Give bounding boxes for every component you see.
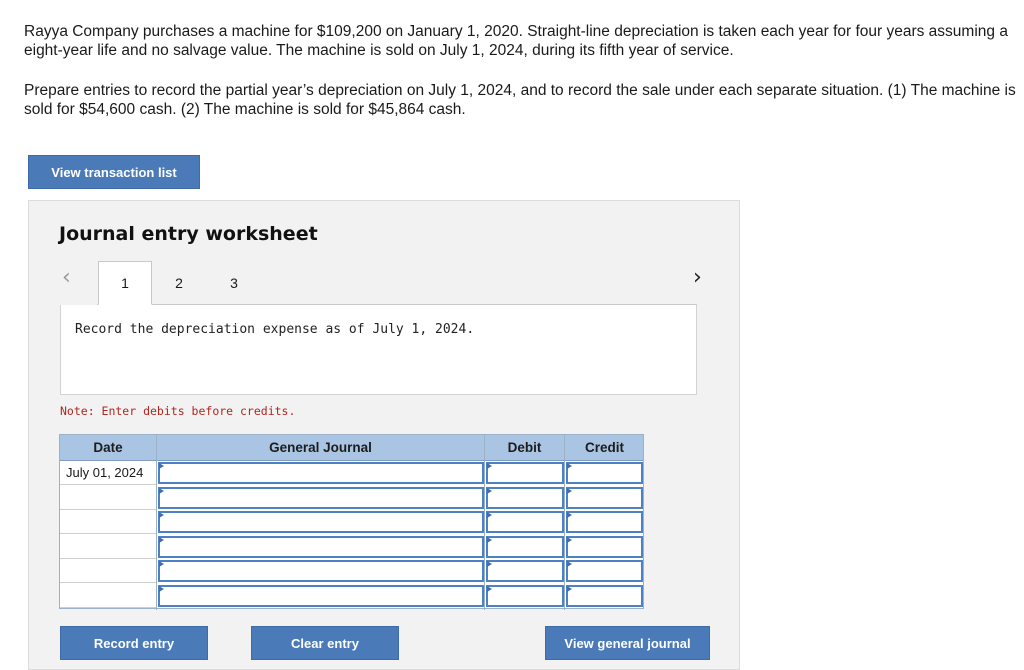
dropdown-indicator-icon <box>159 561 164 567</box>
dropdown-indicator-icon <box>567 561 572 567</box>
dropdown-indicator-icon <box>159 488 164 494</box>
dropdown-indicator-icon <box>159 512 164 518</box>
dropdown-indicator-icon <box>567 512 572 518</box>
column-divider <box>484 435 485 610</box>
journal-entry-worksheet-panel <box>28 200 740 670</box>
column-divider <box>156 435 157 610</box>
header-date: Date <box>93 440 123 455</box>
debit-credit-note: Note: Enter debits before credits. <box>60 404 296 418</box>
clear-entry-button[interactable]: Clear entry <box>251 626 399 660</box>
instruction-text: Record the depreciation expense as of July 1, 2024. <box>75 322 475 337</box>
debit-input[interactable] <box>486 585 564 607</box>
dropdown-indicator-icon <box>567 586 572 592</box>
dropdown-indicator-icon <box>487 561 492 567</box>
dropdown-indicator-icon <box>487 463 492 469</box>
credit-input[interactable] <box>566 585 643 607</box>
dropdown-indicator-icon <box>487 512 492 518</box>
dropdown-indicator-icon <box>159 463 164 469</box>
dropdown-indicator-icon <box>487 488 492 494</box>
dropdown-indicator-icon <box>487 537 492 543</box>
account-input[interactable] <box>158 462 484 484</box>
chevron-right-icon[interactable]: › <box>693 265 702 290</box>
problem-paragraph-1: Rayya Company purchases a machine for $109,200 on January 1, 2020. Straight-line depreciation is taken each year for four years assuming a eight-year life and no salvage value. The machine is sold on July 1, 2024, during its fifth year of service. <box>24 23 1008 59</box>
account-input[interactable] <box>158 487 484 509</box>
account-input[interactable] <box>158 536 484 558</box>
dropdown-indicator-icon <box>567 537 572 543</box>
debit-input[interactable] <box>486 511 564 533</box>
instruction-box <box>60 305 697 395</box>
column-divider <box>564 435 565 610</box>
account-input[interactable] <box>158 511 484 533</box>
date-cell <box>60 535 156 559</box>
account-input[interactable] <box>158 585 484 607</box>
date-cell: July 01, 2024 <box>60 461 156 485</box>
header-debit: Debit <box>507 440 542 455</box>
credit-input[interactable] <box>566 560 643 582</box>
credit-input[interactable] <box>566 462 643 484</box>
dropdown-indicator-icon <box>159 537 164 543</box>
dropdown-indicator-icon <box>567 463 572 469</box>
credit-input[interactable] <box>566 511 643 533</box>
debit-input[interactable] <box>486 560 564 582</box>
view-transaction-list-button[interactable]: View transaction list <box>28 155 200 189</box>
journal-table-header <box>60 435 643 461</box>
journal-table <box>59 434 644 609</box>
date-cell <box>60 486 156 510</box>
date-cell <box>60 559 156 583</box>
chevron-left-icon[interactable]: ‹ <box>62 265 71 290</box>
credit-input[interactable] <box>566 536 643 558</box>
problem-paragraph-2: Prepare entries to record the partial year’s depreciation on July 1, 2024, and to record the sale under each separate situation. (1) The machine is sold for $54,600 cash. (2) The machine is sold for $45,864 cash. <box>24 82 1016 118</box>
header-general-journal: General Journal <box>269 440 372 455</box>
worksheet-title: Journal entry worksheet <box>59 223 318 245</box>
dropdown-indicator-icon <box>487 586 492 592</box>
tab-3[interactable]: 3 <box>230 274 238 291</box>
date-cell <box>60 584 156 608</box>
tab-1[interactable]: 1 <box>98 261 152 305</box>
date-cell <box>60 510 156 534</box>
header-credit: Credit <box>584 440 624 455</box>
record-entry-button[interactable]: Record entry <box>60 626 208 660</box>
debit-input[interactable] <box>486 487 564 509</box>
debit-input[interactable] <box>486 462 564 484</box>
tab-2[interactable]: 2 <box>175 274 183 291</box>
credit-input[interactable] <box>566 487 643 509</box>
debit-input[interactable] <box>486 536 564 558</box>
view-general-journal-button[interactable]: View general journal <box>545 626 710 660</box>
account-input[interactable] <box>158 560 484 582</box>
dropdown-indicator-icon <box>159 586 164 592</box>
dropdown-indicator-icon <box>567 488 572 494</box>
